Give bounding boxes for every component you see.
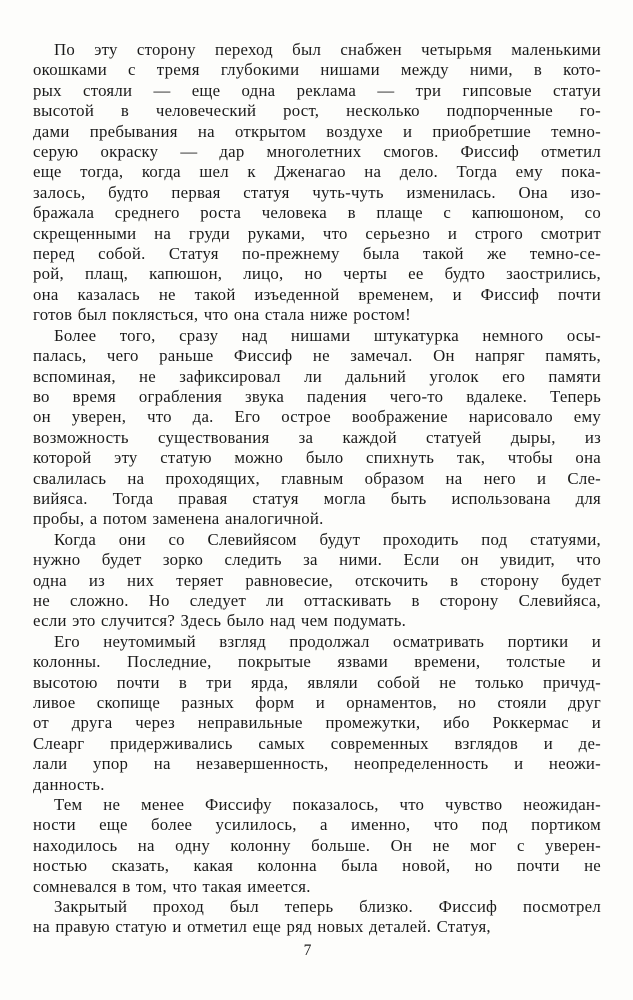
text-line: одна из них теряет равновесие, отскочить в сторону будет [33,570,601,590]
text-line: серую окраску — дар многолетних смогов. Фиссиф отметил [33,142,601,162]
text-line: данность. [33,774,105,794]
text-line: нужно будет зорко следить за ними. Если он увидит, что [33,550,601,570]
text-line: свалилась на проходящих, главным образом на него и Сле- [33,468,601,488]
text-line: от друга через неправильные промежутки, ибо Роккермас и [33,713,601,733]
text-line: Его неутомимый взгляд продолжал осматривать портики и [54,631,601,651]
text-line: Слеарг придерживались самых современных взглядов и де- [33,733,601,753]
text-line: ливое скопище разных форм и орнаментов, но стояли друг [33,693,601,712]
text-line: готов был поклясться, что она стала ниже ростом! [33,305,412,325]
text-line: ности еще более усилилось, а именно, что под портиком [33,815,601,835]
text-line: рых стояли — еще одна реклама — три гипсовые статуи [33,80,601,100]
text-line: лали упор на незавершенность, неопределенность и неожи- [33,754,601,774]
text-line: колонны. Последние, покрытые язвами времени, толстые и [33,652,601,672]
text-line: Закрытый проход был теперь близко. Фиссиф посмотрел [54,897,601,917]
text-line: он уверен, что да. Его острое воображение нарисовало ему [33,407,601,427]
text-line: высотой в человеческий рост, несколько подпорченные го- [33,101,601,121]
text-line: бражала среднего роста человека в плаще с капюшоном, со [33,203,601,223]
paragraph [33,530,601,632]
text-line: дами пребывания на открытом воздухе и приобретшие темно- [33,121,601,141]
text-block [33,40,601,938]
text-line: Тем не менее Фиссифу показалось, что чувство неожидан- [54,795,601,815]
paragraph [33,326,601,530]
paragraph [33,632,601,795]
text-line: высотою почти в три ярда, являли собой не только причуд- [33,672,601,692]
text-line: которой эту статую можно было спихнуть так, чтобы она [33,448,601,468]
text-line: во время ограбления звука падения чего-то вдалеке. Теперь [33,386,601,406]
paragraph [33,795,601,897]
text-line: скрещенными на груди руками, что серьезно и строго смотрит [33,223,601,243]
text-line: перед собой. Статуя по-прежнему была такой же темно-се- [33,244,601,264]
text-line: на правую статую и отметил еще ряд новых деталей. Статуя, [33,917,491,937]
text-line: Когда они со Слевийясом будут проходить под статуями, [54,529,601,549]
text-line: сомневался в том, что такая имеется. [33,876,311,896]
text-line: вийяса. Тогда правая статуя могла быть использована для [33,488,601,508]
text-line: залось, будто первая статуя чуть-чуть изменилась. Она изо- [33,182,601,202]
paragraph [33,897,601,938]
text-line: еще тогда, когда шел к Дженагао на дело. Тогда ему пока- [33,162,601,182]
text-line: пробы, а потом заменена аналогичной. [33,509,324,529]
text-line: окошками с тремя глубокими нишами между ними, в кото- [33,60,601,80]
paragraph [33,40,601,326]
page-number: 7 [303,942,312,959]
text-line: палась, чего раньше Фиссиф не замечал. Он напряг память, [33,346,601,366]
text-line: находилось на одну колонну больше. Он не мог с уверен- [33,835,601,855]
text-line: ностью сказать, какая колонна была новой, но почти не [33,856,601,876]
text-line: вспоминая, не зафиксировал ли дальний уголок его памяти [33,366,601,386]
text-line: возможность существования за каждой статуей дыры, из [33,427,601,447]
text-line: рой, плащ, капюшон, лицо, но черты ее будто заострились, [33,264,601,284]
text-line: Более того, сразу над нишами штукатурка немного осы- [54,325,601,345]
text-line: По эту сторону переход был снабжен четырьмя маленькими [54,40,601,59]
text-line: она казалась не такой изъеденной временем, и Фиссиф почти [33,284,601,304]
text-line: если это случится? Здесь было над чем подумать. [33,611,407,631]
text-line: не сложно. Но следует ли оттаскивать в сторону Слевийяса, [33,590,601,610]
